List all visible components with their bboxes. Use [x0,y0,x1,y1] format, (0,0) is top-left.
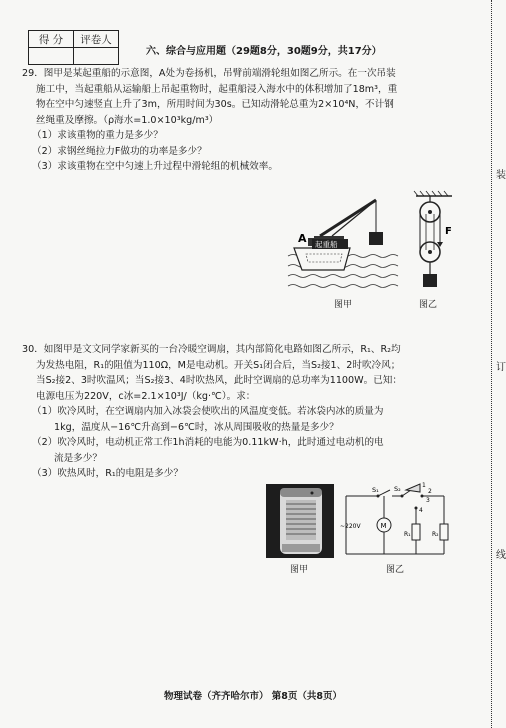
resistor-r2-label: R₂ [432,531,439,538]
q29-line: 丝绳重及摩擦。（ρ海水=1.0×10³kg/m³） [36,114,219,126]
q29-line: 29．图甲是某起重船的示意图，A处为卷扬机，吊臂前端滑轮组如图乙所示。在一次吊装 [22,68,396,79]
grader-blank [74,48,119,65]
resistor-r1-label: R₁ [404,531,411,538]
switch-s1-label: S₁ [372,486,379,494]
q30-caption-b: 图乙 [386,565,405,575]
circuit-diagram [340,482,458,562]
q29-line: 施工中，当起重船从运输船上吊起重物时，起重船浸入海水中的体积增加了18m³，重 [36,83,398,95]
page-footer: 物理试卷（齐齐哈尔市） 第8页（共8页） [163,691,343,702]
margin-char-zhuang: 装 [496,166,506,181]
terminal-3-label: 3 [426,497,430,504]
q29-caption-a: 图甲 [334,300,353,310]
q29-caption-b: 图乙 [419,300,438,310]
q30-sub: （3）吹热风时，R₁的电阻是多少？ [32,468,183,479]
q30-sub: （2）吹冷风时，电动机正常工作1h消耗的电能为0.11kW·h，此时通过电动机的电 [32,437,384,448]
margin-char-ding: 订 [496,358,506,373]
question-29 [22,66,470,175]
switch-s2-label: S₂ [394,485,401,493]
question-30 [22,342,470,482]
grader-label: 评卷人 [74,31,119,48]
q30-line: 为发热电阻，R₁的阻值为110Ω，M是电动机。开关S₁闭合后，当S₂接1、2时吹冷风； [36,359,401,371]
q29-line: 物在空中匀速竖直上升了3m，所用时间为30s。已知动滑轮总重为2×10⁴N，不计钢 [36,99,394,110]
binding-dotted-line [491,0,492,728]
force-f-label: F [445,226,452,237]
terminal-1-label: 1 [422,482,426,489]
crane-ship-figure [284,196,404,296]
aircon-fan-photo [266,484,334,558]
score-box [28,30,119,65]
margin-char-xian: 线 [496,546,506,561]
terminal-4-label: 4 [419,507,423,514]
q30-line: 30．如图甲是文文同学家新买的一台冷暖空调扇，其内部简化电路如图乙所示，R₁、R₂均 [22,344,401,355]
q30-sub: 1kg，温度从−16℃升高到−6℃时，冰从周围吸收的热量是多少？ [54,421,339,433]
motor-label: M [380,522,387,530]
q30-caption-a: 图甲 [290,565,309,575]
q30-line: 当S₂接2、3时吹温风；当S₂接3、4时吹热风，此时空调扇的总功率为1100W。已知： [36,375,402,386]
section-title: 六、综合与应用题（29题8分，30题9分，共17分） [146,46,382,57]
q30-sub: 流是多少？ [54,452,102,464]
q29-sub: （3）求该重物在空中匀速上升过程中滑轮组的机械效率。 [32,161,278,172]
q29-sub: （1）求该重物的重力是多少？ [32,130,163,141]
winch-a-label: A [298,232,307,245]
terminal-2-label: 2 [428,488,432,495]
score-label: 得 分 [29,31,74,48]
ship-label: 起重船 [315,240,338,249]
score-blank [29,48,74,65]
q30-sub: （1）吹冷风时，在空调扇内加入冰袋会使吹出的风温度变低。若冰袋内冰的质量为 [32,406,384,417]
q29-sub: （2）求钢丝绳拉力F做功的功率是多少？ [32,145,207,157]
pulley-figure [408,190,468,298]
source-label: ~220V [340,523,361,530]
q30-line: 电源电压为220V，c冰=2.1×10³J/（kg·℃）。求： [36,390,256,402]
